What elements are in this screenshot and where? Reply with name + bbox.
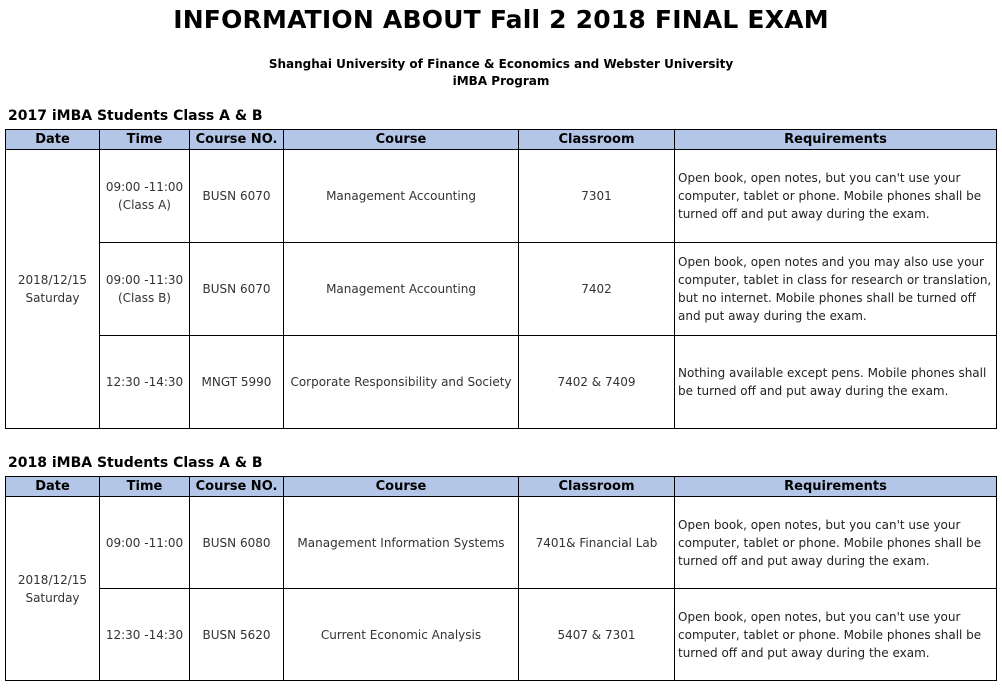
column-header-course: Course [284,477,519,497]
exam-date: 2018/12/15 [17,572,88,587]
column-header-course: Course [284,130,519,150]
exam-time: 09:00 -11:30 [105,273,184,287]
time-cell: 09:00 -11:00 [100,497,190,589]
column-header-course-no: Course NO. [190,130,284,150]
column-header-time: Time [100,477,190,497]
course-no-cell: BUSN 6080 [190,497,284,589]
column-header-time: Time [100,130,190,150]
exam-date: 2018/12/15 [17,273,88,287]
exam-table-2018 [5,476,997,681]
page-title: INFORMATION ABOUT Fall 2 2018 FINAL EXAM [173,5,829,34]
section-title-2017: 2017 iMBA Students Class A & B [8,108,263,124]
time-cell [100,243,190,336]
course-no-cell: BUSN 6070 [190,243,284,336]
time-cell [100,336,190,429]
classroom-cell: 7401& Financial Lab [519,497,675,589]
table-row [6,150,997,243]
exam-table-2017 [5,129,997,429]
course-cell: Management Accounting [284,243,519,336]
classroom-cell: 7301 [519,150,675,243]
classroom-cell: 7402 & 7409 [519,336,675,429]
course-cell: Corporate Responsibility and Society [284,336,519,429]
time-cell [100,150,190,243]
course-no-cell: BUSN 5620 [190,589,284,681]
exam-time: 12:30 -14:30 [105,375,184,389]
course-no-cell: MNGT 5990 [190,336,284,429]
course-no-cell: BUSN 6070 [190,150,284,243]
table-header-row [6,477,997,497]
course-cell: Management Accounting [284,150,519,243]
date-cell [6,150,100,429]
requirements-cell: Open book, open notes and you may also use your computer, tablet in class for research or translation, but no internet. Mobile phones shall be turned off and put away during the exam. [675,243,997,336]
column-header-classroom: Classroom [519,477,675,497]
classroom-cell: 7402 [519,243,675,336]
course-cell: Management Information Systems [284,497,519,589]
requirements-cell: Open book, open notes, but you can't use your computer, tablet or phone. Mobile phones shall be turned off and put away during the exam. [675,589,997,681]
requirements-cell: Open book, open notes, but you can't use your computer, tablet or phone. Mobile phones shall be turned off and put away during the exam. [675,150,997,243]
column-header-date: Date [6,130,100,150]
table-row [6,497,997,589]
table-row [6,243,997,336]
section-title-2018: 2018 iMBA Students Class A & B [8,455,263,471]
column-header-requirements: Requirements [675,477,997,497]
table-row [6,589,997,681]
column-header-requirements: Requirements [675,130,997,150]
table-row [6,336,997,429]
subtitle-institutions: Shanghai University of Finance & Economics and Webster University [268,57,734,71]
exam-day: Saturday [25,291,80,305]
column-header-classroom: Classroom [519,130,675,150]
class-note: (Class B) [118,291,171,305]
exam-day: Saturday [25,590,80,605]
table-header-row [6,130,997,150]
requirements-cell: Nothing available except pens. Mobile phones shall be turned off and put away during the exam. [675,336,997,429]
course-cell: Current Economic Analysis [284,589,519,681]
date-cell [6,497,100,681]
class-note: (Class A) [118,198,171,212]
column-header-date: Date [6,477,100,497]
classroom-cell: 5407 & 7301 [519,589,675,681]
requirements-cell: Open book, open notes, but you can't use your computer, tablet or phone. Mobile phones shall be turned off and put away during the exam. [675,497,997,589]
exam-time: 09:00 -11:00 [105,180,184,194]
column-header-course-no: Course NO. [190,477,284,497]
subtitle-program: iMBA Program [452,74,550,88]
time-cell: 12:30 -14:30 [100,589,190,681]
